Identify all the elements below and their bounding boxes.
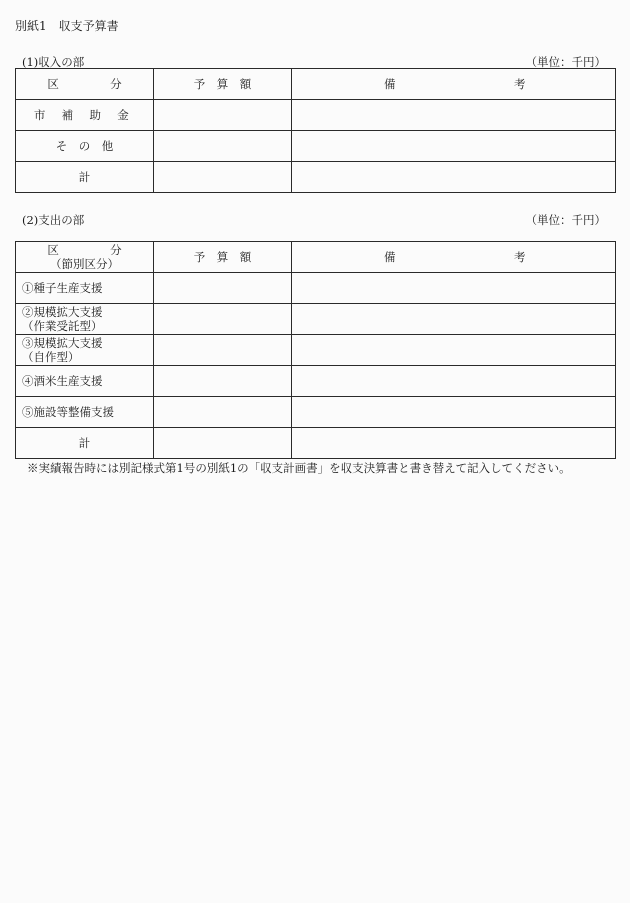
- expense-row-budget[interactable]: [154, 366, 292, 397]
- kubun-char-b: 分: [110, 243, 122, 257]
- expense-header-kubun-top: [16, 243, 153, 257]
- expense-total-budget[interactable]: [154, 428, 292, 459]
- expense-total-label: 計: [16, 428, 154, 459]
- income-table: [15, 68, 616, 193]
- remarks-char-a: 備: [384, 77, 396, 91]
- income-row-label: 市 補 助 金: [16, 100, 154, 131]
- expense-header-kubun-sub: （節別区分）: [50, 257, 119, 271]
- expense-row-label: [16, 335, 154, 366]
- footnote: ※実績報告時には別記様式第1号の別紙1の「収支計画書」を収支決算書と書き替えて記入してください。: [27, 461, 571, 475]
- expense-row-label: [16, 273, 154, 304]
- expense-row-label: [16, 366, 154, 397]
- income-row-budget[interactable]: [154, 131, 292, 162]
- expense-header-kubun: [16, 242, 154, 273]
- income-section-label: (1)収入の部: [22, 55, 85, 69]
- income-total-row: [16, 162, 616, 193]
- expense-row-remarks[interactable]: [292, 273, 616, 304]
- kubun-char-a: 区: [47, 77, 59, 91]
- expense-header-row: [16, 242, 616, 273]
- expense-row-budget[interactable]: [154, 304, 292, 335]
- expense-table: [15, 241, 616, 459]
- income-header-remarks: [292, 69, 616, 100]
- expense-row-line1: ③規模拡大支援: [22, 336, 103, 350]
- income-header-kubun: [16, 69, 154, 100]
- expense-header-budget: 予 算 額: [154, 242, 292, 273]
- income-row: [16, 100, 616, 131]
- kubun-char-b: 分: [110, 77, 122, 91]
- expense-total-row: [16, 428, 616, 459]
- expense-row-label: [16, 397, 154, 428]
- expense-section-label: (2)支出の部: [22, 213, 85, 227]
- expense-header-remarks: [292, 242, 616, 273]
- income-total-label: 計: [16, 162, 154, 193]
- expense-total-remarks[interactable]: [292, 428, 616, 459]
- income-unit-label: （単位：千円）: [525, 55, 606, 69]
- expense-unit-label: （単位：千円）: [525, 213, 606, 227]
- expense-row-line2: （自作型）: [22, 350, 80, 364]
- expense-row-line1: ④酒米生産支援: [22, 374, 103, 388]
- expense-row-remarks[interactable]: [292, 304, 616, 335]
- expense-row-line2: （作業受託型）: [22, 319, 103, 333]
- expense-row-budget[interactable]: [154, 273, 292, 304]
- expense-row: [16, 304, 616, 335]
- income-header-row: [16, 69, 616, 100]
- kubun-char-a: 区: [47, 243, 59, 257]
- income-row-budget[interactable]: [154, 100, 292, 131]
- expense-row-budget[interactable]: [154, 335, 292, 366]
- expense-row: [16, 335, 616, 366]
- expense-row-remarks[interactable]: [292, 366, 616, 397]
- expense-row: [16, 366, 616, 397]
- income-header-budget: 予 算 額: [154, 69, 292, 100]
- remarks-char-a: 備: [384, 250, 396, 264]
- income-row-remarks[interactable]: [292, 131, 616, 162]
- income-row: [16, 131, 616, 162]
- income-row-remarks[interactable]: [292, 100, 616, 131]
- expense-row-budget[interactable]: [154, 397, 292, 428]
- income-total-remarks[interactable]: [292, 162, 616, 193]
- remarks-char-b: 考: [514, 77, 526, 91]
- income-row-label: そ の 他: [16, 131, 154, 162]
- expense-row-label: [16, 304, 154, 335]
- expense-row-line1: ②規模拡大支援: [22, 305, 103, 319]
- income-total-budget[interactable]: [154, 162, 292, 193]
- expense-row: [16, 397, 616, 428]
- expense-row-line1: ①種子生産支援: [22, 281, 103, 295]
- expense-row-remarks[interactable]: [292, 335, 616, 366]
- expense-row-remarks[interactable]: [292, 397, 616, 428]
- remarks-char-b: 考: [514, 250, 526, 264]
- expense-row-line1: ⑤施設等整備支援: [22, 405, 114, 419]
- expense-row: [16, 273, 616, 304]
- document-title: 別紙1 収支予算書: [15, 19, 119, 33]
